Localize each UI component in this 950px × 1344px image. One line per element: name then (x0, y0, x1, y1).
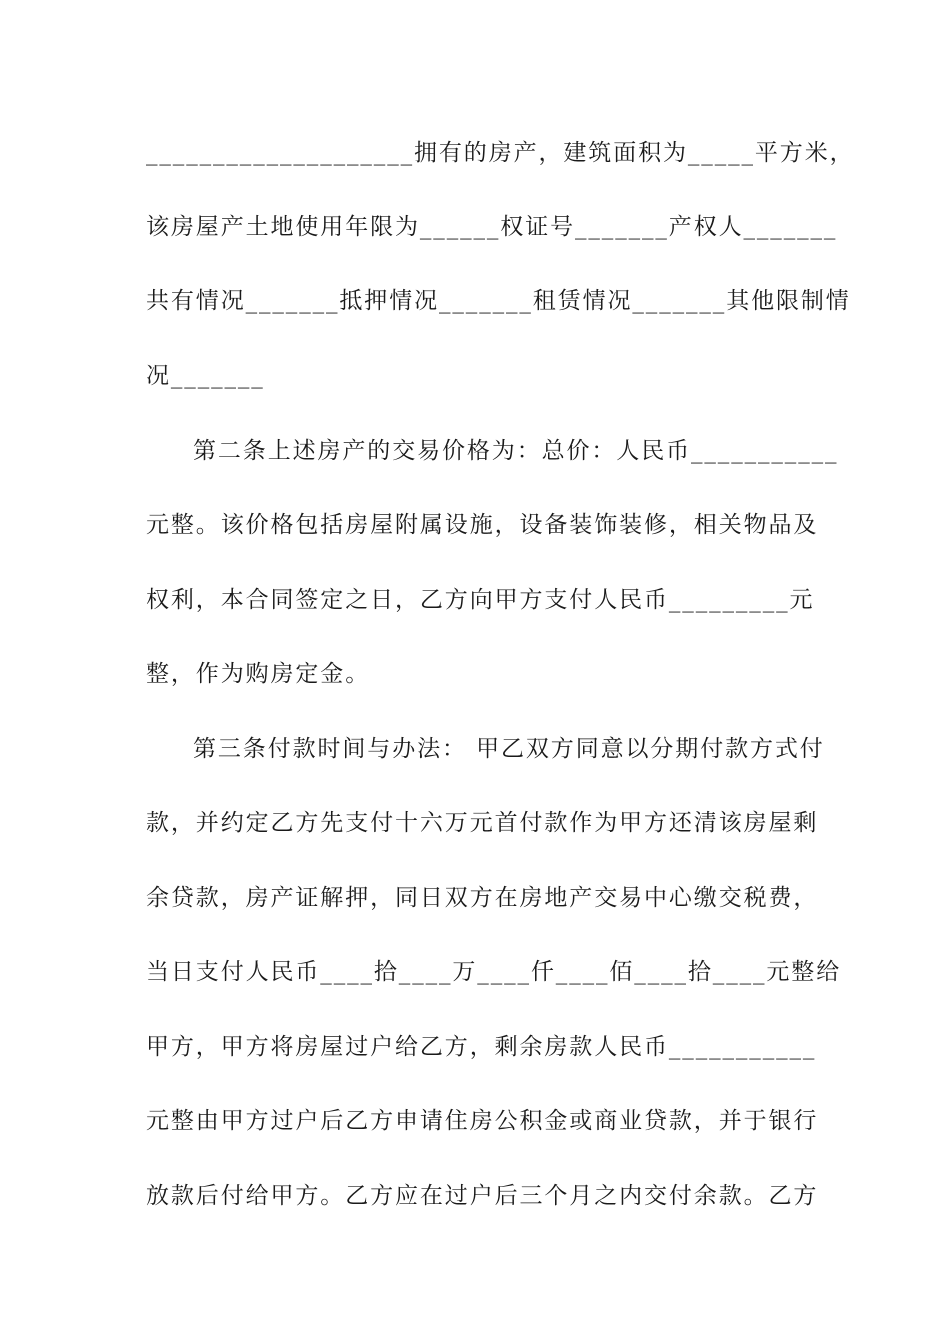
text-line-11: 余贷款，房产证解押，同日双方在房地产交易中心缴交税费， (146, 885, 819, 911)
clause-2-first-line: 第二条上述房产的交易价格为：总价：人民币___________ (193, 438, 839, 464)
text-line-3: 共有情况_______抵押情况_______租赁情况_______其他限制情 (146, 288, 851, 314)
text-line-10: 款，并约定乙方先支付十六万元首付款作为甲方还清该房屋剩 (146, 810, 819, 836)
text-line-6: 元整。该价格包括房屋附属设施，设备装饰装修，相关物品及 (146, 512, 819, 538)
text-line-7: 权利，本合同签定之日，乙方向甲方支付人民币_________元 (146, 587, 815, 613)
text-line-4: 况_______ (146, 363, 265, 389)
text-line-1: ____________________拥有的房产，建筑面积为_____平方米， (146, 140, 855, 166)
text-line-8: 整，作为购房定金。 (146, 661, 371, 687)
text-line-13: 甲方，甲方将房屋过户给乙方，剩余房款人民币___________ (146, 1034, 817, 1060)
clause-3-first-line: 第三条付款时间与办法： 甲乙双方同意以分期付款方式付 (193, 736, 825, 762)
text-line-15: 放款后付给甲方。乙方应在过户后三个月之内交付余款。乙方 (146, 1183, 819, 1209)
text-line-12: 当日支付人民币____拾____万____仟____佰____拾____元整给 (146, 959, 842, 985)
text-line-2: 该房屋产土地使用年限为______权证号_______产权人_______ (146, 214, 838, 240)
text-line-14: 元整由甲方过户后乙方申请住房公积金或商业贷款，并于银行 (146, 1108, 819, 1134)
